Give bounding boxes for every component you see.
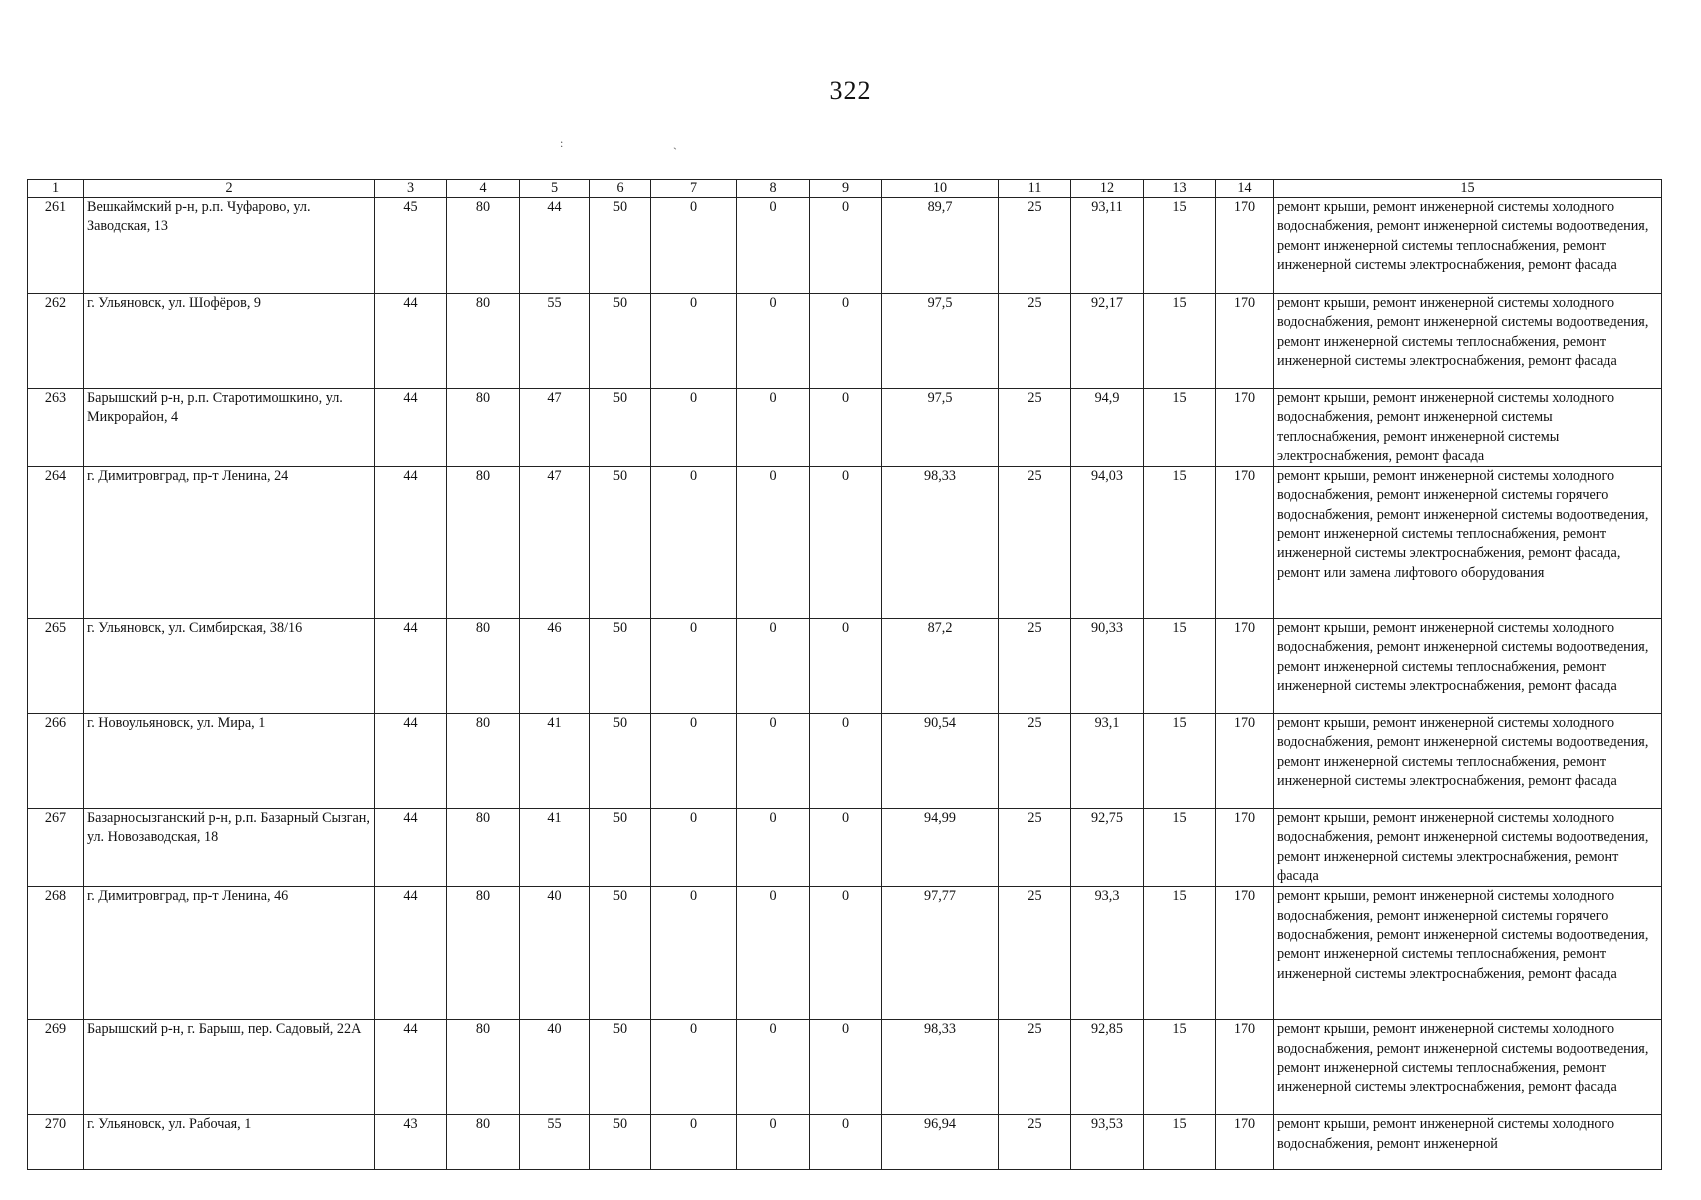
value-cell: 80	[447, 1020, 520, 1115]
value-cell: 41	[520, 809, 590, 887]
value-cell: 0	[810, 198, 882, 294]
works-list-cell: ремонт крыши, ремонт инженерной системы холодного водоснабжения, ремонт инженерной системы теплоснабжения, ремонт инженерной системы электроснабжения, ремонт фасада	[1274, 389, 1662, 467]
row-number-cell: 267	[28, 809, 84, 887]
value-cell: 0	[651, 887, 737, 1020]
value-cell: 0	[810, 1020, 882, 1115]
value-cell: 0	[651, 714, 737, 809]
value-cell: 50	[590, 294, 651, 389]
value-cell: 44	[375, 619, 447, 714]
column-header: 1	[28, 180, 84, 198]
value-cell: 0	[651, 619, 737, 714]
column-header: 6	[590, 180, 651, 198]
value-cell: 0	[810, 887, 882, 1020]
works-list-cell: ремонт крыши, ремонт инженерной системы холодного водоснабжения, ремонт инженерной системы горячего водоснабжения, ремонт инженерной системы водоотведения, ремонт инженерной системы теплоснабжения, ремонт инженерной системы электроснабжения, ремонт фасада, ремонт или замена лифтового оборудования	[1274, 467, 1662, 619]
value-cell: 90,54	[882, 714, 999, 809]
value-cell: 170	[1216, 467, 1274, 619]
table-row	[28, 467, 1662, 619]
value-cell: 0	[810, 809, 882, 887]
value-cell: 44	[520, 198, 590, 294]
column-header: 14	[1216, 180, 1274, 198]
value-cell: 0	[651, 389, 737, 467]
scan-speck: ˎ	[673, 136, 677, 150]
row-number-cell: 261	[28, 198, 84, 294]
value-cell: 25	[999, 809, 1071, 887]
value-cell: 50	[590, 389, 651, 467]
value-cell: 25	[999, 1020, 1071, 1115]
row-number-cell: 268	[28, 887, 84, 1020]
table-row	[28, 389, 1662, 467]
value-cell: 0	[737, 294, 810, 389]
value-cell: 0	[737, 467, 810, 619]
value-cell: 0	[651, 198, 737, 294]
value-cell: 0	[810, 714, 882, 809]
value-cell: 170	[1216, 198, 1274, 294]
value-cell: 98,33	[882, 1020, 999, 1115]
column-number-row	[28, 180, 1662, 198]
value-cell: 93,1	[1071, 714, 1144, 809]
column-header: 12	[1071, 180, 1144, 198]
value-cell: 94,9	[1071, 389, 1144, 467]
value-cell: 25	[999, 619, 1071, 714]
value-cell: 170	[1216, 714, 1274, 809]
works-list-cell: ремонт крыши, ремонт инженерной системы холодного водоснабжения, ремонт инженерной системы водоотведения, ремонт инженерной системы теплоснабжения, ремонт инженерной системы электроснабжения, ремонт фасада	[1274, 198, 1662, 294]
value-cell: 80	[447, 294, 520, 389]
row-number-cell: 265	[28, 619, 84, 714]
value-cell: 170	[1216, 619, 1274, 714]
value-cell: 50	[590, 467, 651, 619]
value-cell: 0	[737, 809, 810, 887]
value-cell: 44	[375, 887, 447, 1020]
value-cell: 55	[520, 294, 590, 389]
value-cell: 25	[999, 1115, 1071, 1170]
address-cell: г. Ульяновск, ул. Симбирская, 38/16	[84, 619, 375, 714]
value-cell: 93,3	[1071, 887, 1144, 1020]
value-cell: 15	[1144, 809, 1216, 887]
value-cell: 98,33	[882, 467, 999, 619]
table-row	[28, 714, 1662, 809]
table-row	[28, 619, 1662, 714]
value-cell: 15	[1144, 1115, 1216, 1170]
table-row	[28, 887, 1662, 1020]
value-cell: 170	[1216, 294, 1274, 389]
value-cell: 90,33	[1071, 619, 1144, 714]
value-cell: 0	[651, 294, 737, 389]
value-cell: 93,53	[1071, 1115, 1144, 1170]
value-cell: 87,2	[882, 619, 999, 714]
page-number: 322	[829, 76, 872, 105]
value-cell: 80	[447, 1115, 520, 1170]
value-cell: 80	[447, 619, 520, 714]
column-header: 8	[737, 180, 810, 198]
value-cell: 0	[737, 198, 810, 294]
value-cell: 45	[375, 198, 447, 294]
value-cell: 170	[1216, 389, 1274, 467]
column-header: 9	[810, 180, 882, 198]
works-list-cell: ремонт крыши, ремонт инженерной системы холодного водоснабжения, ремонт инженерной системы водоотведения, ремонт инженерной системы электроснабжения, ремонт фасада	[1274, 809, 1662, 887]
value-cell: 96,94	[882, 1115, 999, 1170]
address-cell: г. Димитровград, пр-т Ленина, 24	[84, 467, 375, 619]
value-cell: 170	[1216, 1115, 1274, 1170]
value-cell: 0	[810, 1115, 882, 1170]
value-cell: 92,75	[1071, 809, 1144, 887]
column-header: 10	[882, 180, 999, 198]
value-cell: 44	[375, 467, 447, 619]
value-cell: 0	[810, 619, 882, 714]
value-cell: 15	[1144, 714, 1216, 809]
value-cell: 43	[375, 1115, 447, 1170]
value-cell: 92,17	[1071, 294, 1144, 389]
address-cell: Базарносызганский р-н, р.п. Базарный Сызган, ул. Новозаводская, 18	[84, 809, 375, 887]
value-cell: 94,03	[1071, 467, 1144, 619]
value-cell: 25	[999, 467, 1071, 619]
value-cell: 0	[737, 1115, 810, 1170]
column-header: 5	[520, 180, 590, 198]
column-header: 7	[651, 180, 737, 198]
row-number-cell: 266	[28, 714, 84, 809]
repair-register-table	[27, 179, 1662, 1170]
table-row	[28, 294, 1662, 389]
value-cell: 40	[520, 1020, 590, 1115]
value-cell: 50	[590, 887, 651, 1020]
value-cell: 92,85	[1071, 1020, 1144, 1115]
value-cell: 50	[590, 714, 651, 809]
works-list-cell: ремонт крыши, ремонт инженерной системы холодного водоснабжения, ремонт инженерной системы водоотведения, ремонт инженерной системы теплоснабжения, ремонт инженерной системы электроснабжения, ремонт фасада	[1274, 714, 1662, 809]
value-cell: 44	[375, 294, 447, 389]
value-cell: 0	[810, 389, 882, 467]
value-cell: 93,11	[1071, 198, 1144, 294]
value-cell: 80	[447, 809, 520, 887]
value-cell: 89,7	[882, 198, 999, 294]
value-cell: 50	[590, 1115, 651, 1170]
value-cell: 97,5	[882, 389, 999, 467]
value-cell: 170	[1216, 1020, 1274, 1115]
value-cell: 15	[1144, 619, 1216, 714]
value-cell: 15	[1144, 1020, 1216, 1115]
value-cell: 0	[737, 619, 810, 714]
column-header: 2	[84, 180, 375, 198]
value-cell: 15	[1144, 887, 1216, 1020]
column-header: 13	[1144, 180, 1216, 198]
value-cell: 44	[375, 1020, 447, 1115]
value-cell: 0	[651, 467, 737, 619]
value-cell: 46	[520, 619, 590, 714]
address-cell: г. Ульяновск, ул. Шофёров, 9	[84, 294, 375, 389]
works-list-cell: ремонт крыши, ремонт инженерной системы холодного водоснабжения, ремонт инженерной	[1274, 1115, 1662, 1170]
value-cell: 44	[375, 714, 447, 809]
value-cell: 0	[737, 887, 810, 1020]
value-cell: 0	[651, 1115, 737, 1170]
works-list-cell: ремонт крыши, ремонт инженерной системы холодного водоснабжения, ремонт инженерной системы водоотведения, ремонт инженерной системы теплоснабжения, ремонт инженерной системы электроснабжения, ремонт фасада	[1274, 619, 1662, 714]
column-header: 15	[1274, 180, 1662, 198]
value-cell: 0	[651, 809, 737, 887]
address-cell: Барышский р-н, р.п. Старотимошкино, ул. Микрорайон, 4	[84, 389, 375, 467]
value-cell: 170	[1216, 887, 1274, 1020]
value-cell: 25	[999, 294, 1071, 389]
scan-speck: :	[560, 136, 564, 150]
value-cell: 41	[520, 714, 590, 809]
value-cell: 80	[447, 198, 520, 294]
row-number-cell: 264	[28, 467, 84, 619]
value-cell: 40	[520, 887, 590, 1020]
value-cell: 0	[810, 294, 882, 389]
value-cell: 0	[651, 1020, 737, 1115]
value-cell: 0	[737, 1020, 810, 1115]
value-cell: 15	[1144, 389, 1216, 467]
table-row	[28, 198, 1662, 294]
value-cell: 15	[1144, 198, 1216, 294]
row-number-cell: 262	[28, 294, 84, 389]
value-cell: 15	[1144, 467, 1216, 619]
value-cell: 94,99	[882, 809, 999, 887]
column-header: 4	[447, 180, 520, 198]
value-cell: 15	[1144, 294, 1216, 389]
value-cell: 50	[590, 1020, 651, 1115]
value-cell: 47	[520, 467, 590, 619]
value-cell: 80	[447, 467, 520, 619]
row-number-cell: 263	[28, 389, 84, 467]
row-number-cell: 270	[28, 1115, 84, 1170]
table-row	[28, 1115, 1662, 1170]
value-cell: 80	[447, 714, 520, 809]
value-cell: 47	[520, 389, 590, 467]
value-cell: 50	[590, 809, 651, 887]
value-cell: 50	[590, 619, 651, 714]
address-cell: г. Димитровград, пр-т Ленина, 46	[84, 887, 375, 1020]
column-header: 11	[999, 180, 1071, 198]
value-cell: 50	[590, 198, 651, 294]
value-cell: 55	[520, 1115, 590, 1170]
value-cell: 97,77	[882, 887, 999, 1020]
value-cell: 97,5	[882, 294, 999, 389]
works-list-cell: ремонт крыши, ремонт инженерной системы холодного водоснабжения, ремонт инженерной системы горячего водоснабжения, ремонт инженерной системы водоотведения, ремонт инженерной системы теплоснабжения, ремонт инженерной системы электроснабжения, ремонт фасада	[1274, 887, 1662, 1020]
address-cell: г. Новоульяновск, ул. Мира, 1	[84, 714, 375, 809]
value-cell: 80	[447, 389, 520, 467]
address-cell: Барышский р-н, г. Барыш, пер. Садовый, 22А	[84, 1020, 375, 1115]
table-row	[28, 809, 1662, 887]
value-cell: 44	[375, 809, 447, 887]
column-header: 3	[375, 180, 447, 198]
row-number-cell: 269	[28, 1020, 84, 1115]
address-cell: г. Ульяновск, ул. Рабочая, 1	[84, 1115, 375, 1170]
value-cell: 0	[737, 714, 810, 809]
value-cell: 25	[999, 887, 1071, 1020]
value-cell: 25	[999, 714, 1071, 809]
value-cell: 80	[447, 887, 520, 1020]
value-cell: 0	[737, 389, 810, 467]
works-list-cell: ремонт крыши, ремонт инженерной системы холодного водоснабжения, ремонт инженерной системы водоотведения, ремонт инженерной системы теплоснабжения, ремонт инженерной системы электроснабжения, ремонт фасада	[1274, 294, 1662, 389]
value-cell: 25	[999, 198, 1071, 294]
value-cell: 0	[810, 467, 882, 619]
table-row	[28, 1020, 1662, 1115]
works-list-cell: ремонт крыши, ремонт инженерной системы холодного водоснабжения, ремонт инженерной системы водоотведения, ремонт инженерной системы теплоснабжения, ремонт инженерной системы электроснабжения, ремонт фасада	[1274, 1020, 1662, 1115]
value-cell: 44	[375, 389, 447, 467]
value-cell: 170	[1216, 809, 1274, 887]
address-cell: Вешкаймский р-н, р.п. Чуфарово, ул. Заводская, 13	[84, 198, 375, 294]
value-cell: 25	[999, 389, 1071, 467]
